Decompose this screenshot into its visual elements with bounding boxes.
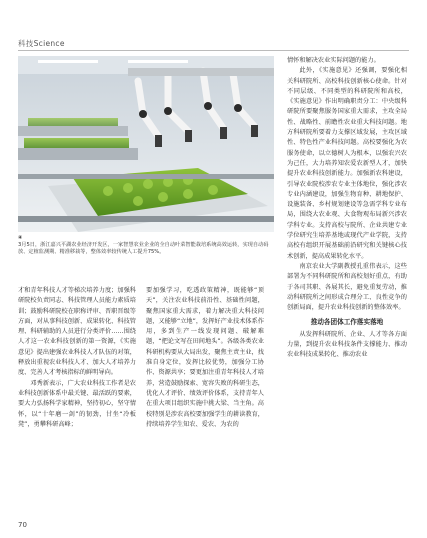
section-header: 科技Science (18, 39, 65, 48)
text-column-3 (287, 56, 407, 361)
figure-caption (18, 235, 276, 257)
paragraph: 要加强学习，吃透政策精神，既能够“顶天”，关注农业科技前沿性、基础性问题，聚焦国家重大需求，着力解决重大科技问题，又能够“立地”，发挥好产业技术体系作用，多到生产一线发现问题、破解难题，“把论文写在田间地头”。各级各类农业科研机构要从大局出发，聚焦主责主业，找准自身定位，发挥比较优势，加强分工协作、资源共享；要更加注重青年科技人才培养，营造鼓励探索、宽容失败的科研生态，优化人才评价、绩效评价体系，支持青年人在重大项目组织实施中挑大梁、当主角。高校特别是涉农高校要加强学生的耕读教育，持续培养学生知农、爱农、为农的 (146, 287, 264, 428)
paragraph: 邓秀新表示，广大农业科技工作者是农业科技创新体系中最关键、最活跃的要素，要大力弘扬科学家精神，坚持初心，坚守情怀，以“十年磨一剑”的韧劲，甘坐“冷板凳”，勇攀科研高峰； (18, 379, 136, 428)
page-number: 70 (18, 521, 27, 529)
paragraph: 情怀和解决农业实际问题的能力。 (287, 57, 380, 64)
header-divider (18, 50, 409, 51)
figure-caption-text: 3月5日，浙江嘉兴平湖农业经济开发区，一家智慧农业企业的全自动叶菜智能栽培系统高效运转，实现自动码放、定植监测期、精准移栽等，整体效率较传统人工提升75%。 (18, 242, 269, 256)
paragraph: 此外，《实施意见》还强调，要强化相关科研院所、高校科技创新核心使命。针对不同层级、不同类型的科研院所和高校，《实施意见》作出明确职责分工：中央级科研院所要聚焦服务国家重大需求，主攻全局性、战略性、前瞻性农业重大科技问题。地方科研院所要着力支撑区域发展，主攻区域性、特色性产业科技问题。高校要强化为农服务使命，以立德树人为根本，以强农兴农为己任，大力培养知农爱农新型人才，加快提升农业科技创新能力。加强新农科建设，引导农业院校涉农专业主体地位，强化涉农专业内涵建设，加强生物育种、耕地保护、设施装备、乡村规划建设等急需学科专业布局，围绕大农业观、大食物观布局新兴涉农学科专业。支持高校与院所、企业共建专业学位研究生培养基地或现代产业学院，支持高校有组织开展基础前沿研究和关键核心技术创新，提高成果转化水平。 (287, 67, 407, 260)
figure-photo (18, 56, 274, 232)
text-column-2 (146, 286, 264, 430)
paragraph: 从发挥科研院所、企业、人才等各方面力量，到提升农业科技条件支撑能力、推动农业科技成果转化、推动农业 (287, 330, 407, 359)
figure-number: ④ (18, 235, 23, 241)
text-column-1 (18, 286, 136, 430)
section-title: 推动各团体工作落实落地 (310, 318, 384, 327)
paragraph: 才和青年科技人才等梯次培养力度；加强科研院校负责同志、科技管理人员能力素质培训；鼓励科研院校在职称评审、晋职晋级等方面，对从事科技创新、成果转化、科技管理、科研辅助的人员进行分类评价……围绕人才这一农业科技创新的第一资源，《实施意见》提出建强农业科技人才队伍的对策，释放出重视农业科技人才、加大人才培养力度、完善人才考核指标的鲜明导向。 (18, 287, 136, 377)
paragraph: 南京农业大学副教授孔重伟表示，这些部署为不同科研院所和高校划好重点，有助于各司其职、各展其长，避免重复劳动，推动科研院所之间形成合理分工、良性竞争的创新局面，提升农业科技创新的整体效率。 (287, 262, 407, 312)
